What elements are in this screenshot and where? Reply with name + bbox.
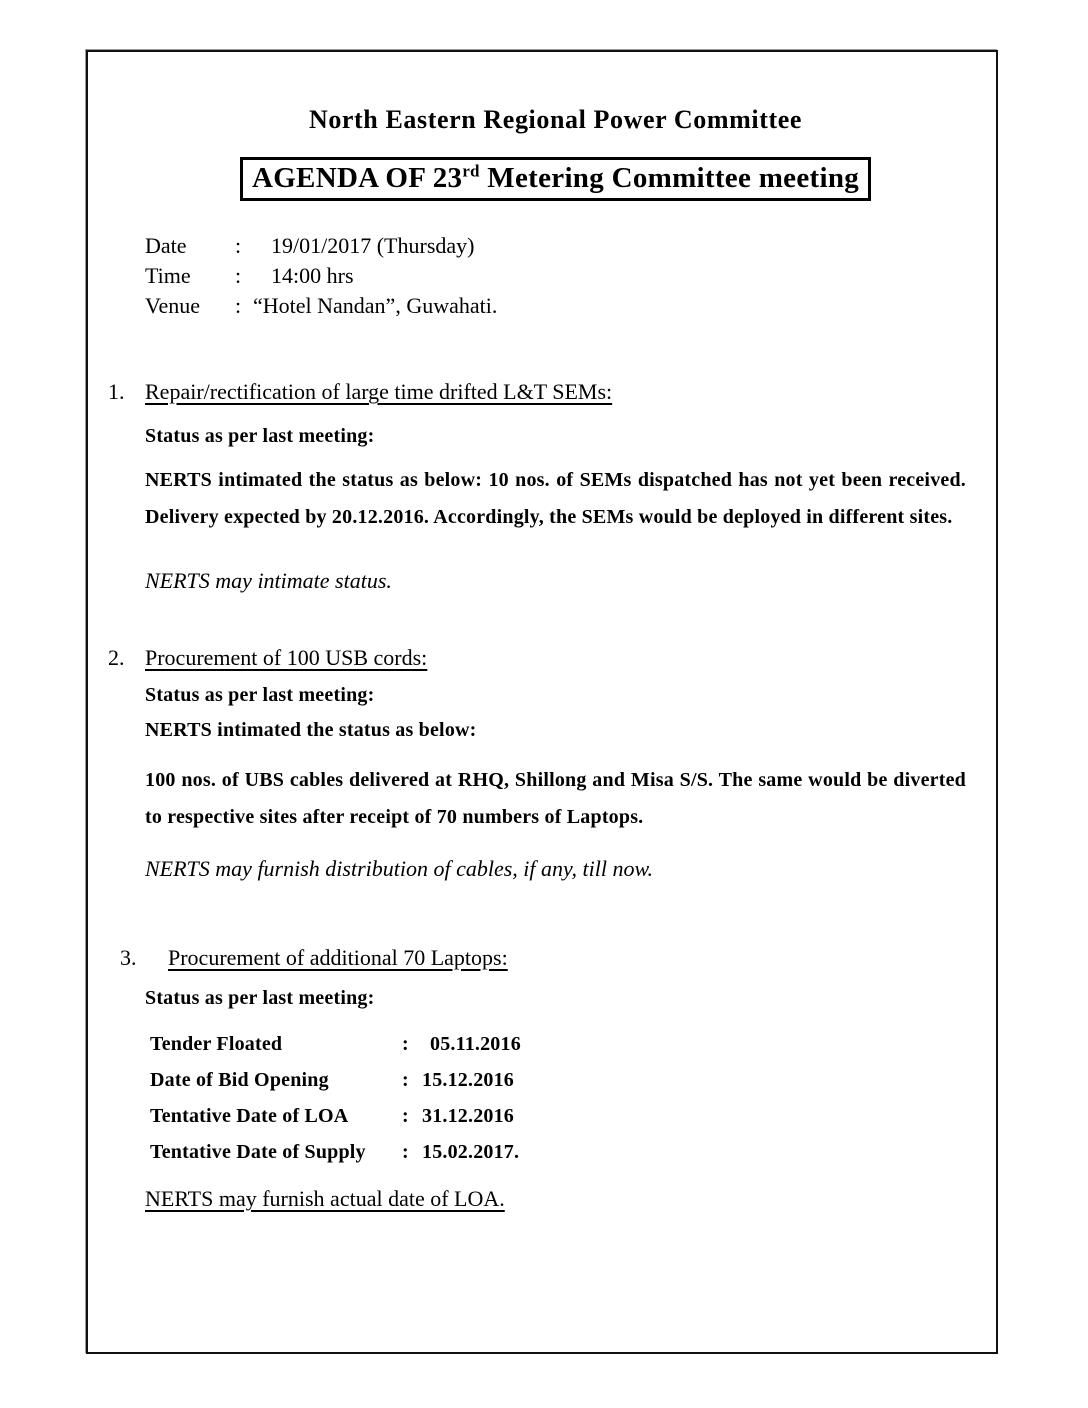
table-row-value: 15.02.2017.: [422, 1141, 520, 1163]
table-row-colon: :: [402, 1033, 409, 1055]
agenda-title-box: [240, 157, 871, 201]
meta-colon: :: [235, 293, 242, 318]
table-row-label: Tentative Date of LOA: [150, 1105, 349, 1127]
section-3-heading: Procurement of additional 70 Laptops:: [168, 945, 508, 970]
table-row-label: Date of Bid Opening: [150, 1069, 329, 1091]
section-3-number: 3.: [120, 945, 137, 970]
meta-label: Date: [145, 233, 187, 258]
section-1-number: 1.: [108, 379, 125, 404]
table-row-value: 05.11.2016: [430, 1033, 521, 1055]
table-row-colon: :: [402, 1141, 409, 1163]
section-1-note: NERTS may intimate status.: [145, 568, 392, 593]
meta-colon: :: [235, 233, 242, 258]
meeting-meta: [145, 231, 966, 321]
meta-row-venue: [145, 291, 966, 321]
org-title: North Eastern Regional Power Committee: [308, 105, 803, 134]
meta-colon: :: [235, 263, 242, 288]
meta-label: Venue: [145, 293, 200, 318]
section-2-body: 100 nos. of UBS cables delivered at RHQ, Shillong and Misa S/S. The same would be diverted to respective sites after receipt of 70 numbers of Laptops.: [145, 769, 966, 828]
section-2-heading-row: [108, 643, 966, 673]
section-2-intro: NERTS intimated the status as below:: [145, 719, 477, 741]
section-3-note: NERTS may furnish actual date of LOA.: [145, 1186, 505, 1211]
agenda-title-ordinal: rd: [462, 161, 480, 181]
meta-value: 14:00 hrs: [271, 263, 354, 288]
table-row-value: 31.12.2016: [422, 1105, 514, 1127]
table-row-colon: :: [402, 1069, 409, 1091]
table-row-label: Tentative Date of Supply: [150, 1141, 366, 1163]
meta-row-date: [145, 231, 966, 261]
table-row-value: 15.12.2016: [422, 1069, 514, 1091]
section-2-status-label: Status as per last meeting:: [145, 684, 375, 706]
table-row-supply-date: [150, 1134, 966, 1170]
section-3-heading-row: [120, 943, 966, 973]
agenda-title-post: Metering Committee meeting: [479, 162, 860, 194]
agenda-title-pre: AGENDA OF 23: [251, 162, 463, 194]
meta-row-time: [145, 261, 966, 291]
section-3-note-row: [145, 1184, 966, 1214]
agenda-title-row: [145, 157, 966, 201]
table-row-tender-floated: [150, 1026, 966, 1062]
table-row-colon: :: [402, 1105, 409, 1127]
table-row-label: Tender Floated: [150, 1033, 283, 1055]
section-2-heading: Procurement of 100 USB cords:: [145, 645, 428, 670]
section-1-body: NERTS intimated the status as below: 10 nos. of SEMs dispatched has not yet been received. Delivery expected by 20.12.2016. Accordingly, the SEMs would be deployed in different sites.: [145, 469, 966, 528]
meta-label: Time: [145, 263, 191, 288]
page-border: [86, 50, 998, 1354]
section-3: [120, 943, 966, 1214]
table-row-bid-opening: [150, 1062, 966, 1098]
table-row-loa-date: [150, 1098, 966, 1134]
page-content: [88, 52, 996, 1214]
tender-dates-table: [145, 1026, 966, 1170]
section-1-heading-row: [108, 377, 966, 407]
section-2-note: NERTS may furnish distribution of cables, if any, till now.: [145, 856, 654, 881]
section-1: [108, 377, 966, 596]
section-2-number: 2.: [108, 645, 125, 670]
section-2: [108, 643, 966, 884]
section-1-heading: Repair/rectification of large time drifted L&T SEMs:: [145, 379, 613, 404]
section-1-status-label: Status as per last meeting:: [145, 425, 375, 447]
meta-value: “Hotel Nandan”, Guwahati.: [253, 293, 498, 318]
meta-value: 19/01/2017 (Thursday): [271, 233, 475, 258]
section-3-status-label: Status as per last meeting:: [145, 987, 375, 1009]
